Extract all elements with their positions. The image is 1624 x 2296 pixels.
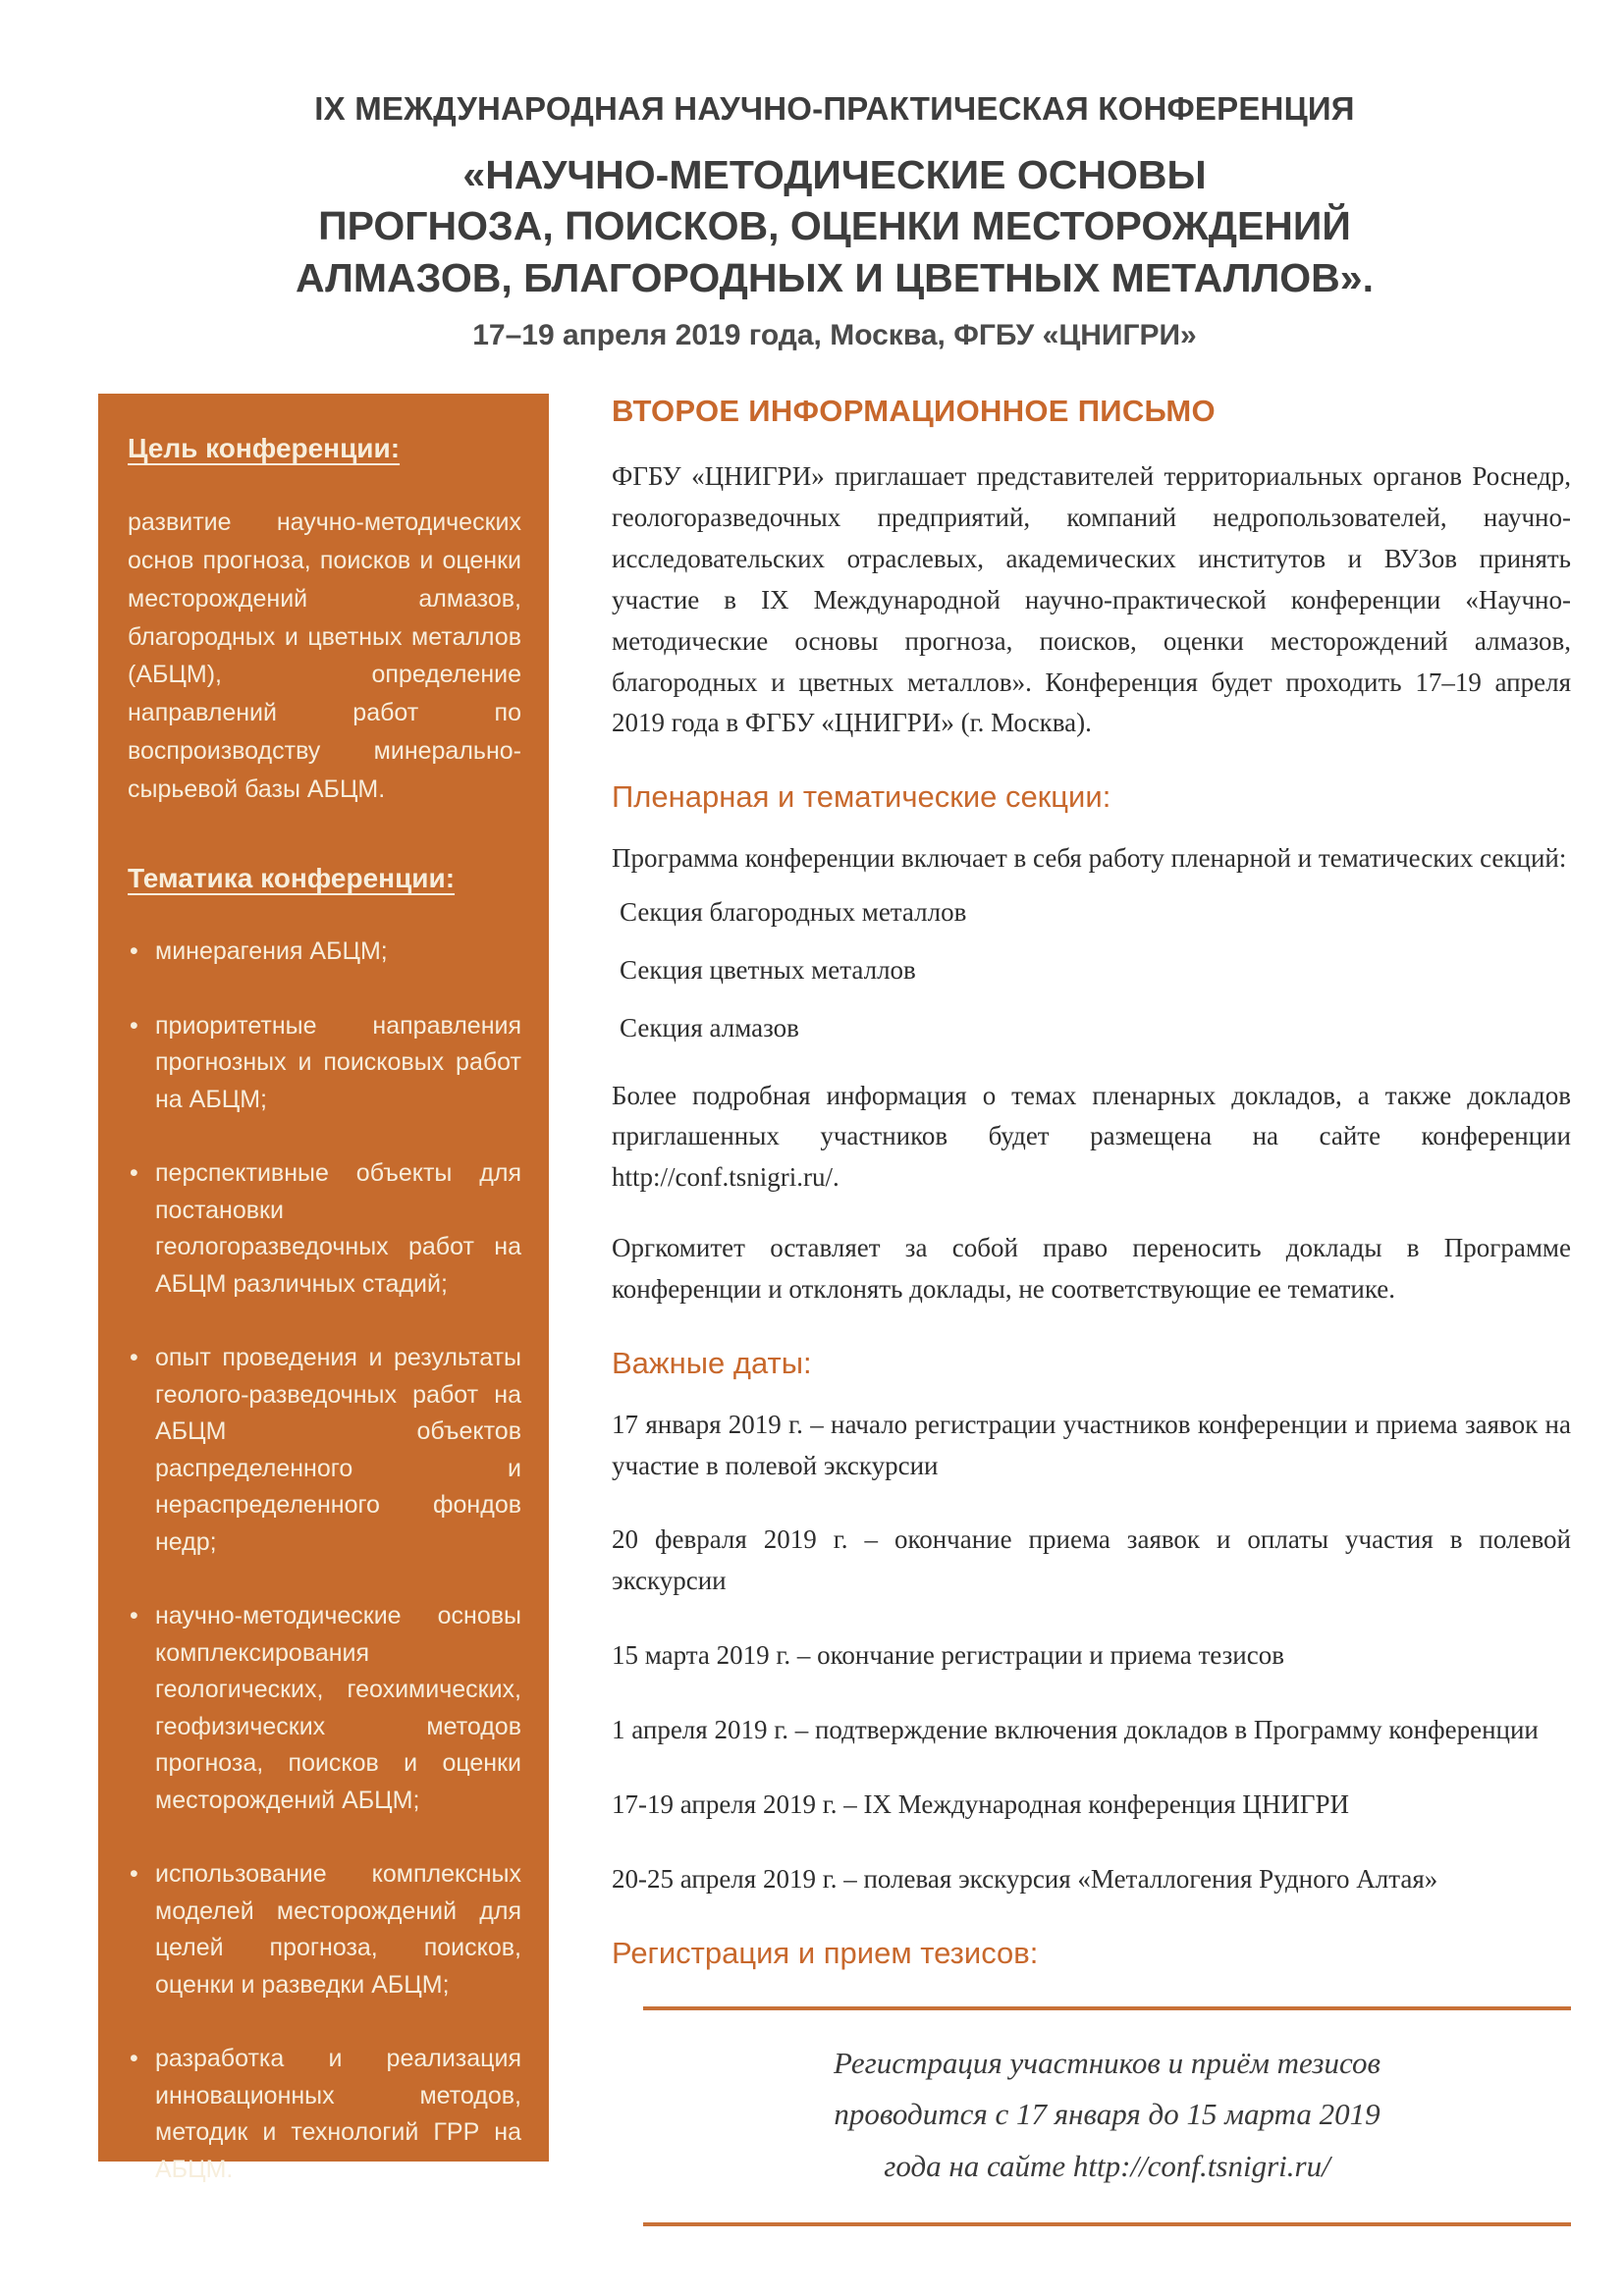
- orgcommittee-paragraph: Оргкомитет оставляет за собой право переносить доклады в Программе конференции и отклонять доклады, не соответствующие ее тематике.: [612, 1233, 1571, 1304]
- date-list-item: 17 января 2019 г. – начало регистрации участников конференции и приема заявок на участие в полевой экскурсии: [612, 1409, 1571, 1480]
- registration-note-box: [643, 2006, 1571, 2226]
- conference-title-line-3: АЛМАЗОВ, БЛАГОРОДНЫХ И ЦВЕТНЫХ МЕТАЛЛОВ».: [296, 254, 1374, 300]
- date-list-item: 20 февраля 2019 г. – окончание приема заявок и оплаты участия в полевой экскурсии: [612, 1524, 1571, 1596]
- registration-note-line: года на сайте http://conf.tsnigri.ru/: [884, 2148, 1330, 2183]
- intro-paragraph: ФГБУ «ЦНИГРИ» приглашает представителей территориальных органов Роснедр, геологоразведочных предприятий, компаний недропользователей, научно-исследовательских отраслевых, академических институтов и ВУЗов принять участие в IX Международной научно-практической конференции «Научно-методические основы прогноза, поисков, оценки месторождений алмазов, благородных и цветных металлов». Конференция будет проходить 17–19 апреля 2019 года в ФГБУ «ЦНИГРИ» (г. Москва).: [612, 461, 1571, 738]
- document-header: [0, 0, 1624, 352]
- sidebar-goal-text: развитие научно-методических основ прогноза, поисков и оценки месторождений алмазов, благородных и цветных металлов (АБЦМ), определение направлений работ по воспроизводству минерально-сырьевой базы АБЦМ.: [128, 508, 521, 803]
- registration-note-lines: [653, 2038, 1561, 2193]
- letter-heading: ВТОРОЕ ИНФОРМАЦИОННОЕ ПИСЬМО: [612, 394, 1216, 429]
- sidebar-topics-heading: Тематика конференции:: [128, 863, 456, 894]
- site-info-paragraph: Более подробная информация о темах пленарных докладов, а также докладов приглашенных участников будет размещена на сайте конференции http://conf.tsnigri.ru/.: [612, 1080, 1571, 1193]
- important-dates-list: [612, 1405, 1571, 1900]
- conference-title-line-2: ПРОГНОЗА, ПОИСКОВ, ОЦЕНКИ МЕСТОРОЖДЕНИЙ: [318, 203, 1351, 249]
- topic-list-item: • приоритетные направления прогнозных и поисковых работ на АБЦМ;: [128, 1008, 521, 1119]
- date-list-item: 15 марта 2019 г. – окончание регистрации и приема тезисов: [612, 1640, 1284, 1671]
- registration-note-line: Регистрация участников и приём тезисов: [834, 2045, 1380, 2080]
- topic-list-item: • минерагения АБЦМ;: [128, 934, 521, 971]
- registration-heading: Регистрация и прием тезисов:: [612, 1935, 1039, 1970]
- topic-list-item: • использование комплексных моделей месторождений для целей прогноза, поисков, оценки и разведки АБЦМ;: [128, 1856, 521, 2003]
- conference-title: [98, 149, 1571, 303]
- registration-note-line: проводится с 17 января до 15 марта 2019: [834, 2097, 1380, 2132]
- date-list-item: 1 апреля 2019 г. – подтверждение включения докладов в Программу конференции: [612, 1715, 1539, 1745]
- topic-list-item: • перспективные объекты для постановки геологоразведочных работ на АБЦМ различных стадий;: [128, 1155, 521, 1303]
- topic-list-item: • научно-методические основы комплексирования геологических, геохимических, геофизических методов прогноза, поисков и оценки месторождений АБЦМ;: [128, 1598, 521, 1819]
- section-list-item: Секция цветных металлов: [620, 955, 916, 986]
- sidebar-topics-list: [128, 934, 521, 2188]
- section-list-item: Секция благородных металлов: [620, 897, 967, 928]
- sections-list: [612, 893, 1571, 1047]
- topic-list-item: • разработка и реализация инновационных методов, методик и технологий ГРР на АБЦМ.: [128, 2041, 521, 2188]
- sidebar-orange-panel: [98, 394, 549, 2183]
- sidebar-goal-heading: Цель конференции:: [128, 433, 401, 464]
- date-list-item: 17-19 апреля 2019 г. – IX Международная конференция ЦНИГРИ: [612, 1789, 1350, 1819]
- section-list-item: Секция алмазов: [620, 1013, 799, 1043]
- topic-list-item: • опыт проведения и результаты геолого-разведочных работ на АБЦМ объектов распределенного и нераспределенного фондов недр;: [128, 1340, 521, 1561]
- sections-heading: Пленарная и тематические секции:: [612, 779, 1111, 815]
- main-column: [612, 394, 1571, 2225]
- date-list-item: 20-25 апреля 2019 г. – полевая экскурсия «Металлогения Рудного Алтая»: [612, 1863, 1438, 1894]
- dates-heading: Важные даты:: [612, 1345, 812, 1380]
- sections-intro: Программа конференции включает в себя работу пленарной и тематических секций:: [612, 843, 1567, 874]
- conference-series-line: IX МЕЖДУНАРОДНАЯ НАУЧНО-ПРАКТИЧЕСКАЯ КОНФЕРЕНЦИЯ: [314, 90, 1355, 127]
- conference-title-line-1: «НАУЧНО-МЕТОДИЧЕСКИЕ ОСНОВЫ: [462, 152, 1207, 197]
- conference-date-location: 17–19 апреля 2019 года, Москва, ФГБУ «ЦНИГРИ»: [472, 319, 1197, 352]
- content-columns: [98, 394, 1571, 2225]
